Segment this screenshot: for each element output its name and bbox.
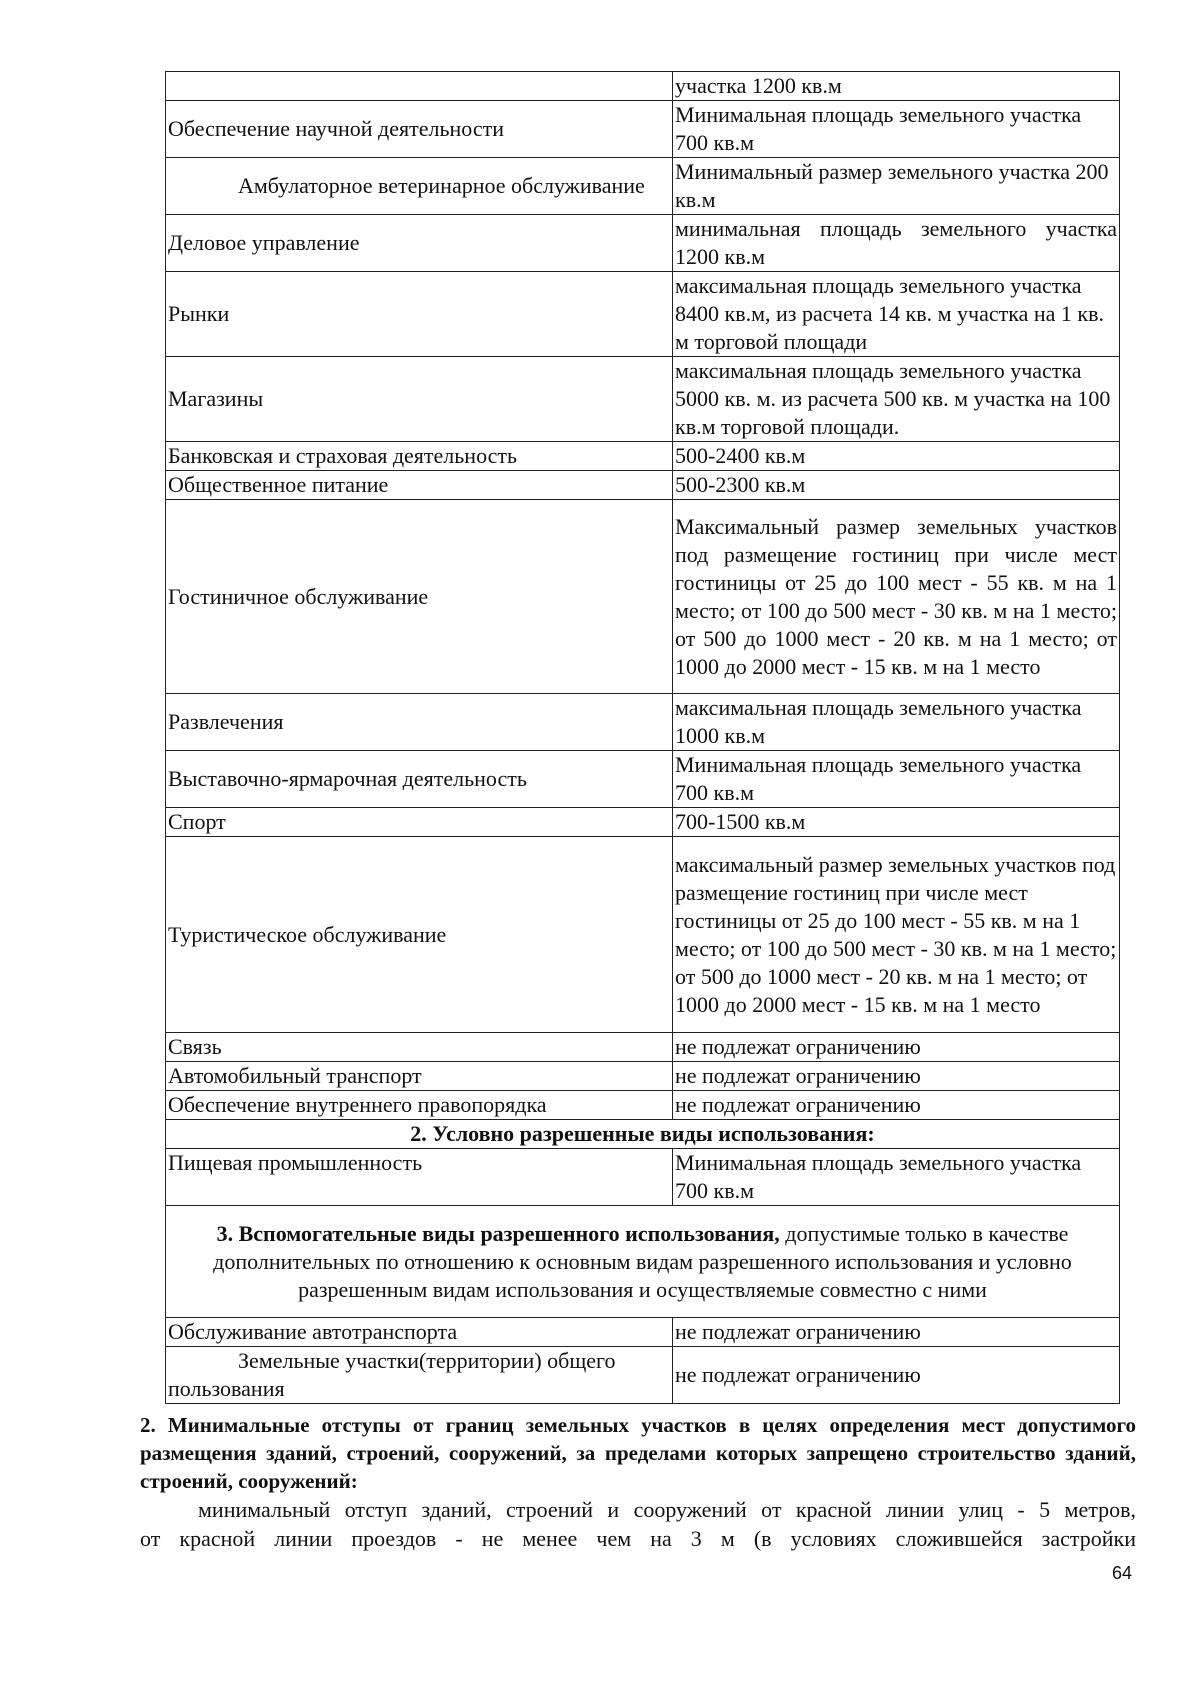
setback-paragraph <box>140 1495 1136 1553</box>
use-cell: Банковская и страховая деятельность <box>166 442 673 471</box>
table-row <box>166 1347 1120 1404</box>
table-row <box>166 1062 1120 1091</box>
use-cell: Рынки <box>166 272 673 357</box>
table-row <box>166 215 1120 272</box>
table-row <box>166 158 1120 215</box>
param-cell: Минимальная площадь земельного участка 700 кв.м <box>673 101 1120 158</box>
param-cell: 500-2400 кв.м <box>673 442 1120 471</box>
param-cell: минимальная площадь земельного участка 1200 кв.м <box>673 215 1120 272</box>
use-cell <box>166 72 673 101</box>
use-cell: Автомобильный транспорт <box>166 1062 673 1091</box>
section-heading-row <box>166 1206 1120 1318</box>
param-cell: 500-2300 кв.м <box>673 471 1120 500</box>
use-cell: Обеспечение научной деятельности <box>166 101 673 158</box>
use-cell: Развлечения <box>166 694 673 751</box>
table-row <box>166 471 1120 500</box>
section-heading-row <box>166 1120 1120 1149</box>
use-cell: Деловое управление <box>166 215 673 272</box>
param-cell: максимальная площадь земельного участка 8400 кв.м, из расчета 14 кв. м участка на 1 кв. м торговой площади <box>673 272 1120 357</box>
paragraph-line: от красной линии проездов - не менее чем на 3 м (в условиях сложившейся застройки <box>140 1526 1136 1551</box>
use-cell: Общественное питание <box>166 471 673 500</box>
use-cell: Пищевая промышленность <box>166 1149 673 1206</box>
conditional-uses-heading: 2. Условно разрешенные виды использования: <box>166 1120 1120 1149</box>
table-row <box>166 1033 1120 1062</box>
table-row <box>166 694 1120 751</box>
param-cell: участка 1200 кв.м <box>673 72 1120 101</box>
use-cell: Туристическое обслуживание <box>166 837 673 1033</box>
param-cell: Максимальный размер земельных участков под размещение гостиниц при числе мест гостиницы от 25 до 100 мест - 55 кв. м на 1 место; от 100 до 500 мест - 30 кв. м на 1 место; от 500 до 1000 мест - 20 кв. м на 1 место; от 1000 до 2000 мест - 15 кв. м на 1 место <box>673 500 1120 694</box>
use-cell: Гостиничное обслуживание <box>166 500 673 694</box>
table-row <box>166 101 1120 158</box>
table-row <box>166 837 1120 1033</box>
auxiliary-heading-rest: допустимые только в качестве дополнительных по отношению к основным видам разрешенного использования и условно разрешенным видам использования и осуществляемые совместно с ними <box>213 1220 1072 1302</box>
setback-section-heading: 2. Минимальные отступы от границ земельных участков в целях определения мест допустимого размещения зданий, строений, сооружений, за пределами которых запрещено строительство зданий, строений, сооружений: <box>140 1413 1136 1493</box>
table-row <box>166 808 1120 837</box>
use-cell: Магазины <box>166 357 673 442</box>
use-cell: Обслуживание автотранспорта <box>166 1318 673 1347</box>
param-cell: не подлежат ограничению <box>673 1062 1120 1091</box>
table-row <box>166 1318 1120 1347</box>
param-cell: не подлежат ограничению <box>673 1033 1120 1062</box>
table-row <box>166 751 1120 808</box>
param-cell: максимальная площадь земельного участка 1000 кв.м <box>673 694 1120 751</box>
param-cell: максимальная площадь земельного участка 5000 кв. м. из расчета 500 кв. м участка на 100 кв.м торговой площади. <box>673 357 1120 442</box>
table-row <box>166 272 1120 357</box>
land-use-table <box>165 71 1120 1404</box>
use-cell: Земельные участки(территории) общего пользования <box>166 1347 673 1404</box>
auxiliary-heading-bold: 3. Вспомогательные виды разрешенного использования, <box>216 1220 780 1246</box>
use-cell: Спорт <box>166 808 673 837</box>
auxiliary-uses-heading <box>166 1206 1120 1318</box>
page-number: 64 <box>1112 1563 1133 1583</box>
use-cell: Связь <box>166 1033 673 1062</box>
param-cell: не подлежат ограничению <box>673 1347 1120 1404</box>
param-cell: Минимальная площадь земельного участка 700 кв.м <box>673 1149 1120 1206</box>
table-row <box>166 1149 1120 1206</box>
param-cell: максимальный размер земельных участков под размещение гостиниц при числе мест гостиницы от 25 до 100 мест - 55 кв. м на 1 место; от 100 до 500 мест - 30 кв. м на 1 место; от 500 до 1000 мест - 20 кв. м на 1 место; от 1000 до 2000 мест - 15 кв. м на 1 место <box>673 837 1120 1033</box>
table-row <box>166 500 1120 694</box>
use-cell: Выставочно-ярмарочная деятельность <box>166 751 673 808</box>
paragraph-line: минимальный отступ зданий, строений и сооружений от красной линии улиц - 5 метров, <box>198 1497 1136 1522</box>
table-row <box>166 72 1120 101</box>
table-row <box>166 1091 1120 1120</box>
table-row <box>166 442 1120 471</box>
use-cell: Амбулаторное ветеринарное обслуживание <box>166 158 673 215</box>
param-cell: не подлежат ограничению <box>673 1091 1120 1120</box>
param-cell: не подлежат ограничению <box>673 1318 1120 1347</box>
param-cell: Минимальная площадь земельного участка 700 кв.м <box>673 751 1120 808</box>
param-cell: Минимальный размер земельного участка 200 кв.м <box>673 158 1120 215</box>
table-row <box>166 357 1120 442</box>
use-cell: Обеспечение внутреннего правопорядка <box>166 1091 673 1120</box>
param-cell: 700-1500 кв.м <box>673 808 1120 837</box>
